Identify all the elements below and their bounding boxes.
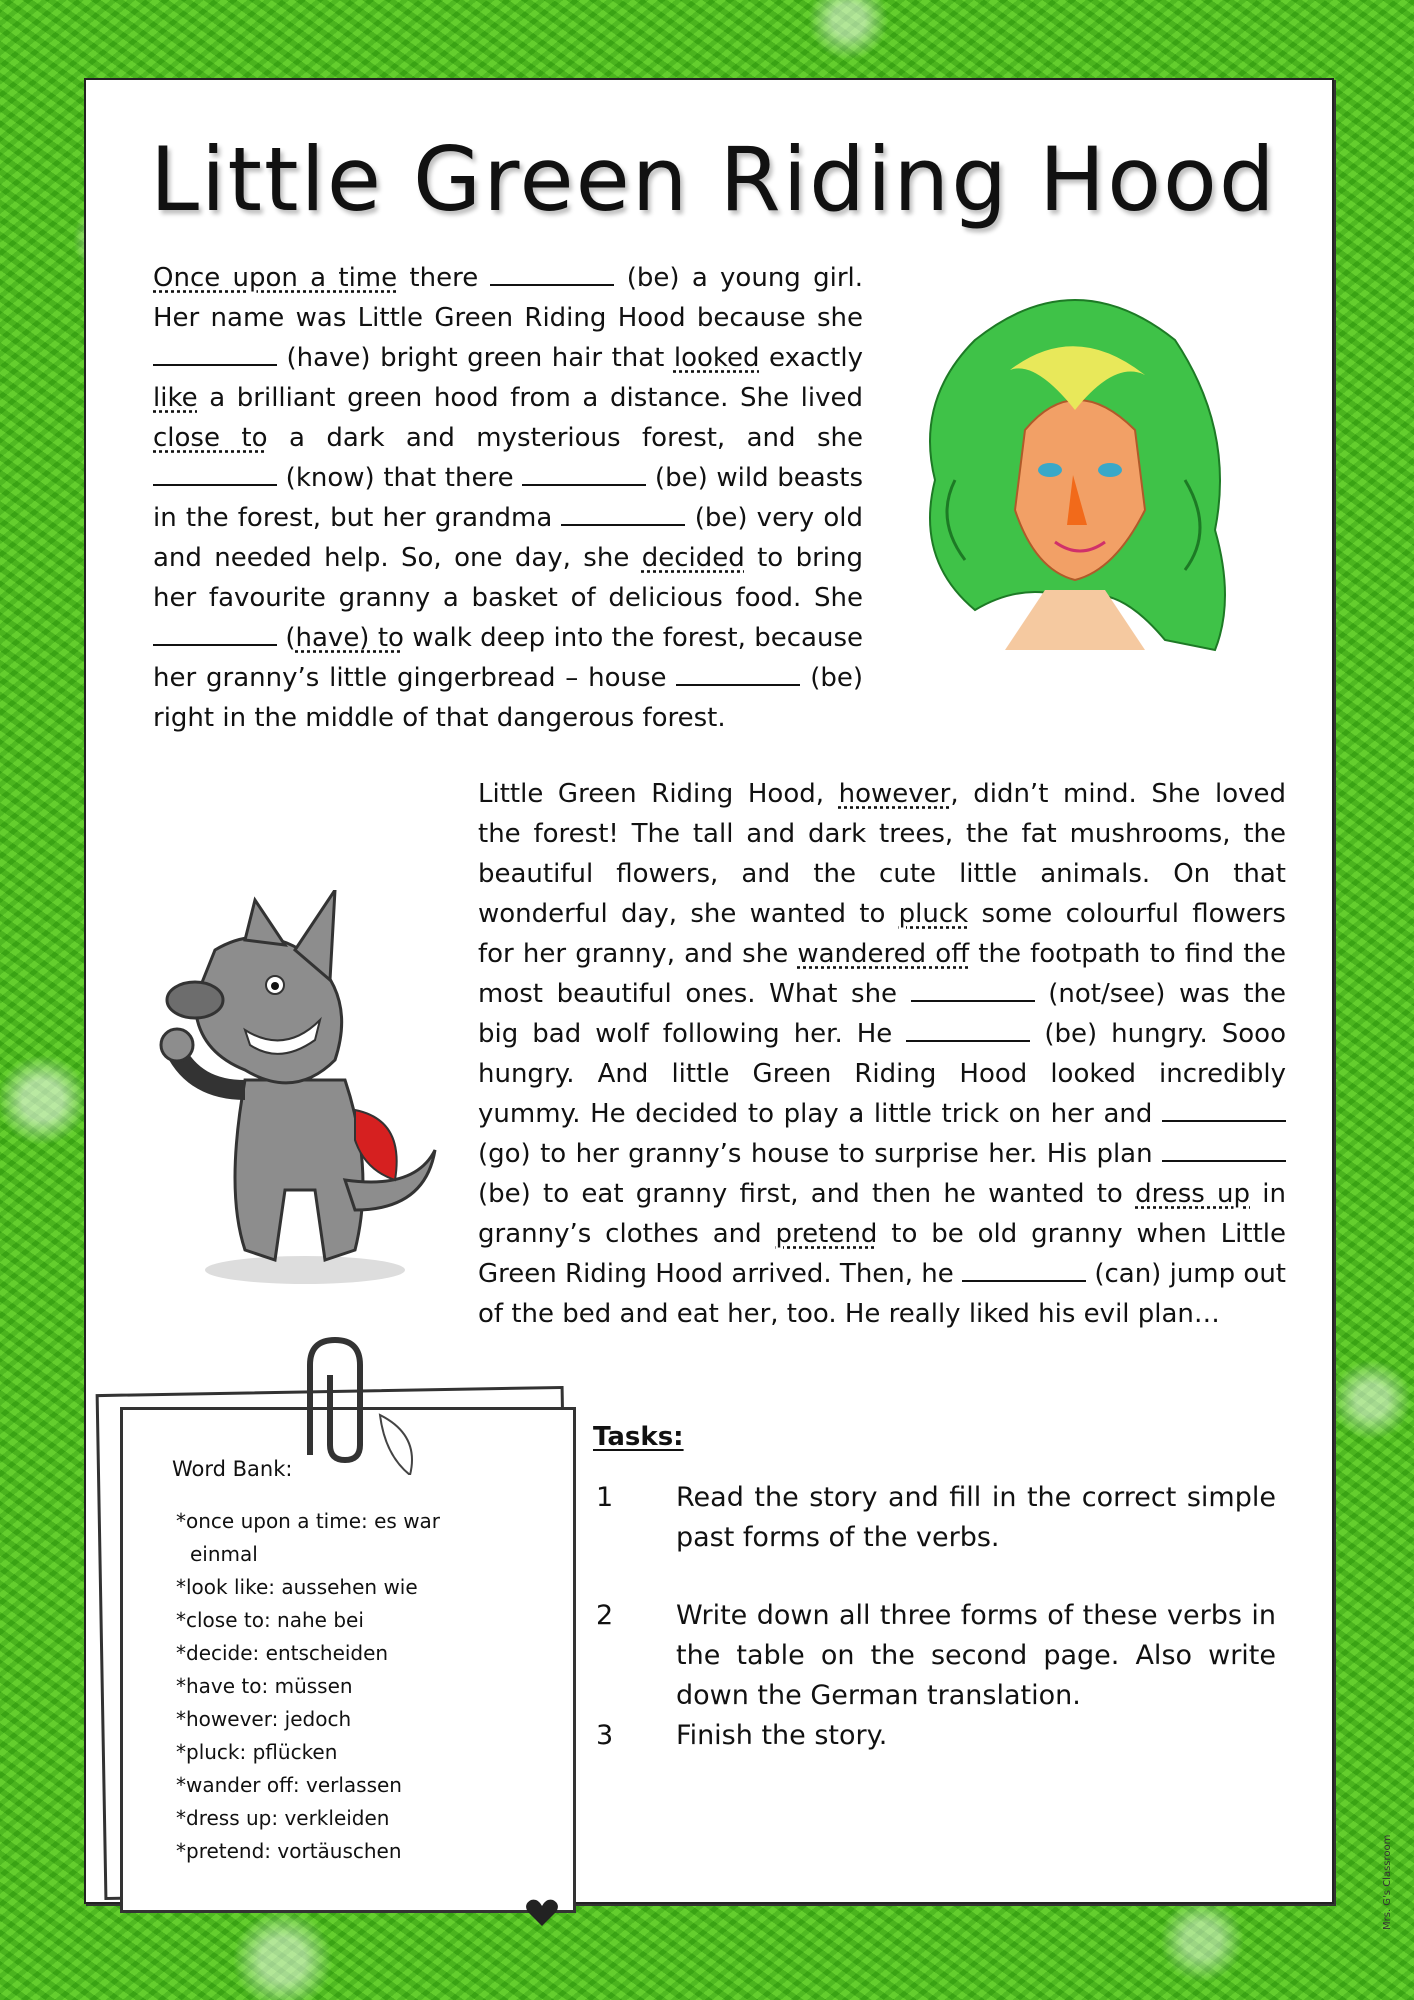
paperclip-icon: [280, 1335, 430, 1475]
answer-blank[interactable]: [962, 1260, 1086, 1282]
story-text: to bring her favourite granny a basket of delicious food. She: [153, 543, 864, 613]
word-bank-list: [176, 1505, 486, 1868]
word-bank-entry: *have to: müssen: [176, 1674, 353, 1698]
answer-blank[interactable]: [153, 344, 277, 366]
word-bank-entry: *pretend: vortäuschen: [176, 1839, 402, 1863]
story-text: (be) right in the middle of that dangerous forest.: [153, 663, 863, 733]
story-text: , didn’t mind. She loved the forest! The tall and dark trees, the fat mushrooms, the beautiful flowers, and the cute little animals. On that wonderful day, she wanted to: [478, 779, 1286, 929]
word-bank-entry: *look like: aussehen wie: [176, 1575, 418, 1599]
task-text: Write down all three forms of these verbs in the table on the second page. Also write down the German translation.: [676, 1600, 1276, 1711]
vocab-word: Once upon a time: [153, 263, 398, 293]
word-bank-entry: *however: jedoch: [176, 1707, 352, 1731]
story-text: (can) jump out of the bed and eat her, too. He really liked his evil plan…: [478, 1259, 1286, 1329]
vocab-word: close to: [153, 423, 268, 453]
story-text: (know) that there: [277, 463, 523, 493]
vocab-word: wandered off: [797, 939, 970, 969]
story-text: (be) wild beasts in the forest, but her grandma: [153, 463, 863, 533]
vocab-word: looked: [673, 343, 760, 373]
story-paragraph-1: [153, 258, 863, 738]
answer-blank[interactable]: [906, 1020, 1030, 1042]
credit-text: Mrs. G's Classroom: [1382, 1834, 1393, 1930]
answer-blank[interactable]: [153, 624, 277, 646]
story-text: Little Green Riding Hood,: [478, 779, 839, 809]
green-haired-girl-illustration: [915, 280, 1235, 660]
story-text: (have) bright green hair that: [277, 343, 674, 373]
word-bank-entry: *once upon a time: es war einmal: [176, 1509, 441, 1566]
story-text: there: [397, 263, 491, 293]
heart-icon: [525, 1898, 559, 1928]
story-text: walk deep into the forest, because her granny’s little gingerbread – house: [153, 623, 863, 693]
answer-blank[interactable]: [1162, 1100, 1286, 1122]
story-text: (go) to her granny’s house to surprise her. His plan: [478, 1139, 1162, 1169]
vocab-word: however: [838, 779, 951, 809]
task-number: 1: [596, 1482, 614, 1513]
story-text: to be old granny when Little Green Riding Hood arrived. Then, he: [478, 1219, 1286, 1289]
vocab-word: decided: [641, 543, 745, 573]
answer-blank[interactable]: [676, 664, 800, 686]
word-bank-entry: *wander off: verlassen: [176, 1773, 402, 1797]
answer-blank[interactable]: [153, 464, 277, 486]
tasks-title: Tasks:: [593, 1422, 684, 1452]
task-number: 2: [596, 1600, 614, 1631]
word-bank-entry: *decide: entscheiden: [176, 1641, 389, 1665]
story-text: the footpath to find the most beautiful ones. What she: [478, 939, 1286, 1009]
word-bank-entry: *dress up: verkleiden: [176, 1806, 390, 1830]
task-text: Read the story and fill in the correct simple past forms of the verbs.: [676, 1482, 1276, 1553]
story-paragraph-2: [478, 774, 1286, 1334]
word-bank-title: Word Bank:: [172, 1457, 293, 1481]
task-number: 3: [596, 1720, 614, 1751]
story-text: a brilliant green hood from a distance. She lived: [197, 383, 863, 413]
answer-blank[interactable]: [490, 264, 614, 286]
task-text: Finish the story.: [676, 1720, 888, 1751]
vocab-word: have) to: [295, 623, 404, 653]
word-bank-entry: *close to: nahe bei: [176, 1608, 364, 1632]
vocab-word: dress up: [1135, 1179, 1251, 1209]
answer-blank[interactable]: [1162, 1140, 1286, 1162]
story-text: some colourful flowers for her granny, and she: [478, 899, 1286, 969]
story-text: (be) hungry. Sooo hungry. And little Green Riding Hood looked incredibly yummy. He decided to play a little trick on her and: [478, 1019, 1286, 1129]
story-text: (be) very old and needed help. So, one day, she: [153, 503, 863, 573]
answer-blank[interactable]: [522, 464, 646, 486]
story-text: exactly: [759, 343, 863, 373]
story-text: a dark and mysterious forest, and she: [267, 423, 863, 453]
word-bank-entry: *pluck: pflücken: [176, 1740, 338, 1764]
vocab-word: pluck: [898, 899, 969, 929]
answer-blank[interactable]: [911, 980, 1035, 1002]
story-text: (be) a young girl. Her name was Little Green Riding Hood because she: [153, 263, 863, 333]
big-bad-wolf-illustration: [155, 890, 445, 1290]
answer-blank[interactable]: [561, 504, 685, 526]
page-title: Little Green Riding Hood: [150, 128, 1277, 231]
vocab-word: pretend: [775, 1219, 878, 1249]
story-text: (not/see) was the big bad wolf following her. He: [478, 979, 1286, 1049]
vocab-word: like: [153, 383, 198, 413]
story-text: (be) to eat granny first, and then he wanted to: [478, 1179, 1136, 1209]
story-text: (: [277, 623, 296, 653]
story-text: in granny’s clothes and: [478, 1179, 1286, 1249]
